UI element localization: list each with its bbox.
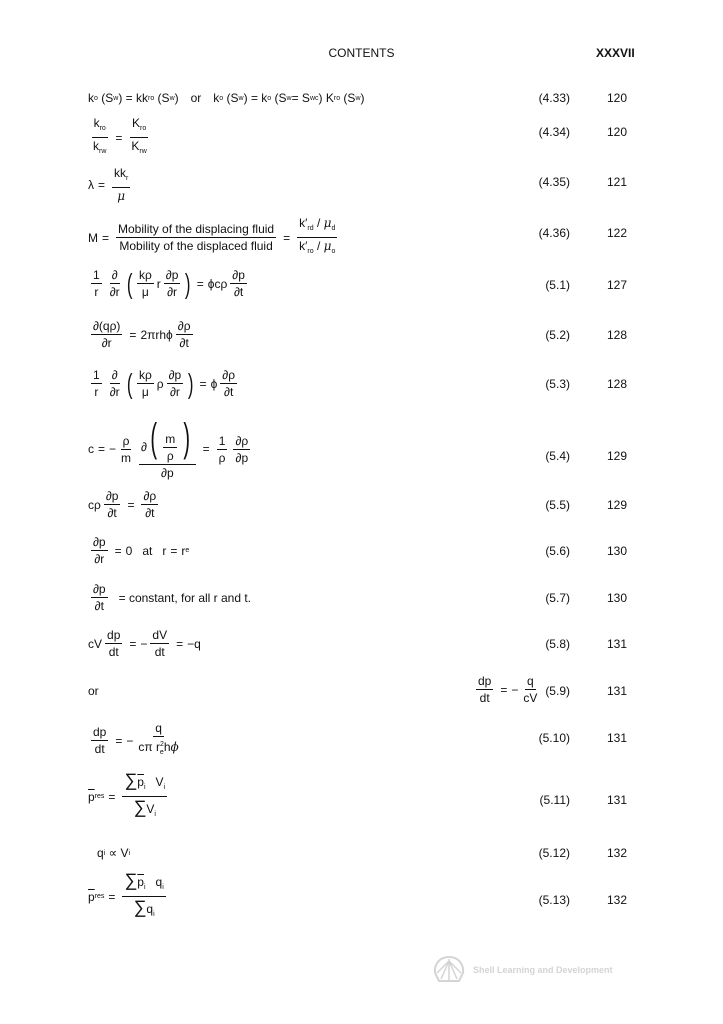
page-number: 130: [606, 591, 627, 605]
equation-5-1: $\frac{1}{r}$ $\frac{\partial}{\partial r}$ ( $\frac{k\rho}{\mu}$ r $\frac{\partial p}{\partial r}$ ) = ϕcρ $\frac{\partial p}{\partial t}$: [93, 267, 245, 299]
equation-5-8: cV $\frac{dp}{dt}$ = − $\frac{dV}{dt}$ = −q: [88, 628, 201, 659]
equation-5-2: $\frac{\partial(q\rho)}{\partial r}$ = 2πrhϕ $\frac{\partial\rho}{\partial t}$: [93, 319, 191, 350]
page-number: 128: [606, 328, 627, 342]
mobility-numerator: Mobility of the displacing fluid: [118, 222, 275, 236]
equation-number: (5.12): [538, 846, 570, 860]
footer-brand-text: Shell Learning and Development: [473, 965, 613, 975]
equation-5-5: cρ $\frac{\partial p}{\partial t}$ = $\frac{\partial\rho}{\partial t}$: [88, 489, 157, 520]
page-number: 121: [606, 175, 627, 189]
page-number: 122: [606, 226, 627, 240]
page-number: 129: [606, 449, 627, 463]
equation-number: (5.11): [539, 793, 570, 807]
or-word: or: [88, 684, 99, 698]
page-number: 120: [606, 125, 627, 139]
equation-number: (4.33): [538, 91, 570, 105]
header-page-number: XXXVII: [596, 46, 635, 60]
at-word: at: [142, 543, 153, 558]
equation-number: (4.35): [538, 175, 570, 189]
equation-number: (5.9): [545, 684, 570, 698]
equation-number: (5.6): [545, 544, 570, 558]
equation-4-35: λ = $\frac{kk_r}{\mu}$: [88, 166, 129, 203]
equation-5-9: $\frac{dp}{dt}$ = − $\frac{q}{cV}$: [478, 674, 538, 705]
equation-number: (5.10): [538, 731, 570, 745]
page-number: 131: [606, 731, 627, 745]
header-title: CONTENTS: [328, 46, 395, 60]
or-between: or: [190, 91, 202, 105]
equation-number: (5.1): [545, 278, 570, 292]
equation-number: (5.3): [545, 377, 570, 391]
page-number: 131: [606, 684, 627, 698]
footer-logo: [433, 955, 613, 985]
mobility-denominator: Mobility of the displaced fluid: [119, 239, 273, 253]
shell-logo-icon: [433, 955, 465, 985]
equation-number: (4.36): [538, 226, 570, 240]
page-number: 130: [606, 544, 627, 558]
equation-5-10: $\frac{dp}{dt}$ = − $\frac{q}{c\pi r^2_eh\phi}$: [93, 721, 179, 756]
equation-5-3: $\frac{1}{r}$ $\frac{\partial}{\partial r}$ ( $\frac{k\rho}{\mu}$ ρ $\frac{\partial p}{\partial r}$ ) = ϕ $\frac{\partial\rho}{\partial t}$: [93, 367, 236, 399]
equation-4-36: M = $\frac{\text{Mobility of the displacing fluid}}{\text{Mobility of the displaced fluid}}$ = $\frac{k'_{rd} / \mu_d}{k'_{ro} / \mu_o}$: [88, 216, 336, 255]
page-number: 120: [606, 91, 627, 105]
page-number: 128: [606, 377, 627, 391]
equation-number: (5.13): [538, 893, 570, 907]
equation-number: (4.34): [538, 125, 570, 139]
constant-text: = constant, for all r and t.: [118, 590, 252, 605]
equation-number: (5.4): [545, 449, 570, 463]
equation-number: (5.8): [545, 637, 570, 651]
page-number: 132: [606, 846, 627, 860]
equation-number: (5.7): [545, 591, 570, 605]
page-number: 132: [606, 893, 627, 907]
equation-number: (5.5): [545, 498, 570, 512]
page-number: 127: [606, 278, 627, 292]
page-number: 131: [606, 793, 627, 807]
equation-5-13: $\overline{p}$ res = $\frac{\sum\overline{p}_i q_i}{\sum q_i}$: [88, 870, 164, 918]
page-number: 131: [606, 637, 627, 651]
equation-5-4: c = − $\frac{\rho}{m}$ ∂( $\frac{m}{\rho}$ ) ∂p = $\frac{1}{\rho}$ $\frac{\partial\rho}{\partial p}$: [88, 416, 249, 481]
equation-5-11: $\overline{p}$ res = $\frac{\sum\overline{p}_i V_i}{\sum V_i}$: [88, 770, 166, 818]
equation-5-7: $\frac{\partial p}{\partial t}$ = constant, for all r and t.: [93, 582, 252, 613]
equation-4-33: k o (S w ) = kk ro (S w ) or k o (S w ) = k o (S w = S wc ) K ro (S w ): [88, 91, 365, 105]
equation-5-6: $\frac{\partial p}{\partial r}$ = 0 at r = r e: [93, 535, 190, 566]
equation-4-34: $\frac{k_{ro}}{k_{rw}}$ = $\frac{K_{ro}}{K_{rw}}$: [93, 116, 147, 155]
page-number: 129: [606, 498, 627, 512]
equation-5-12: q i ∝ V i: [97, 846, 131, 860]
equation-number: (5.2): [545, 328, 570, 342]
